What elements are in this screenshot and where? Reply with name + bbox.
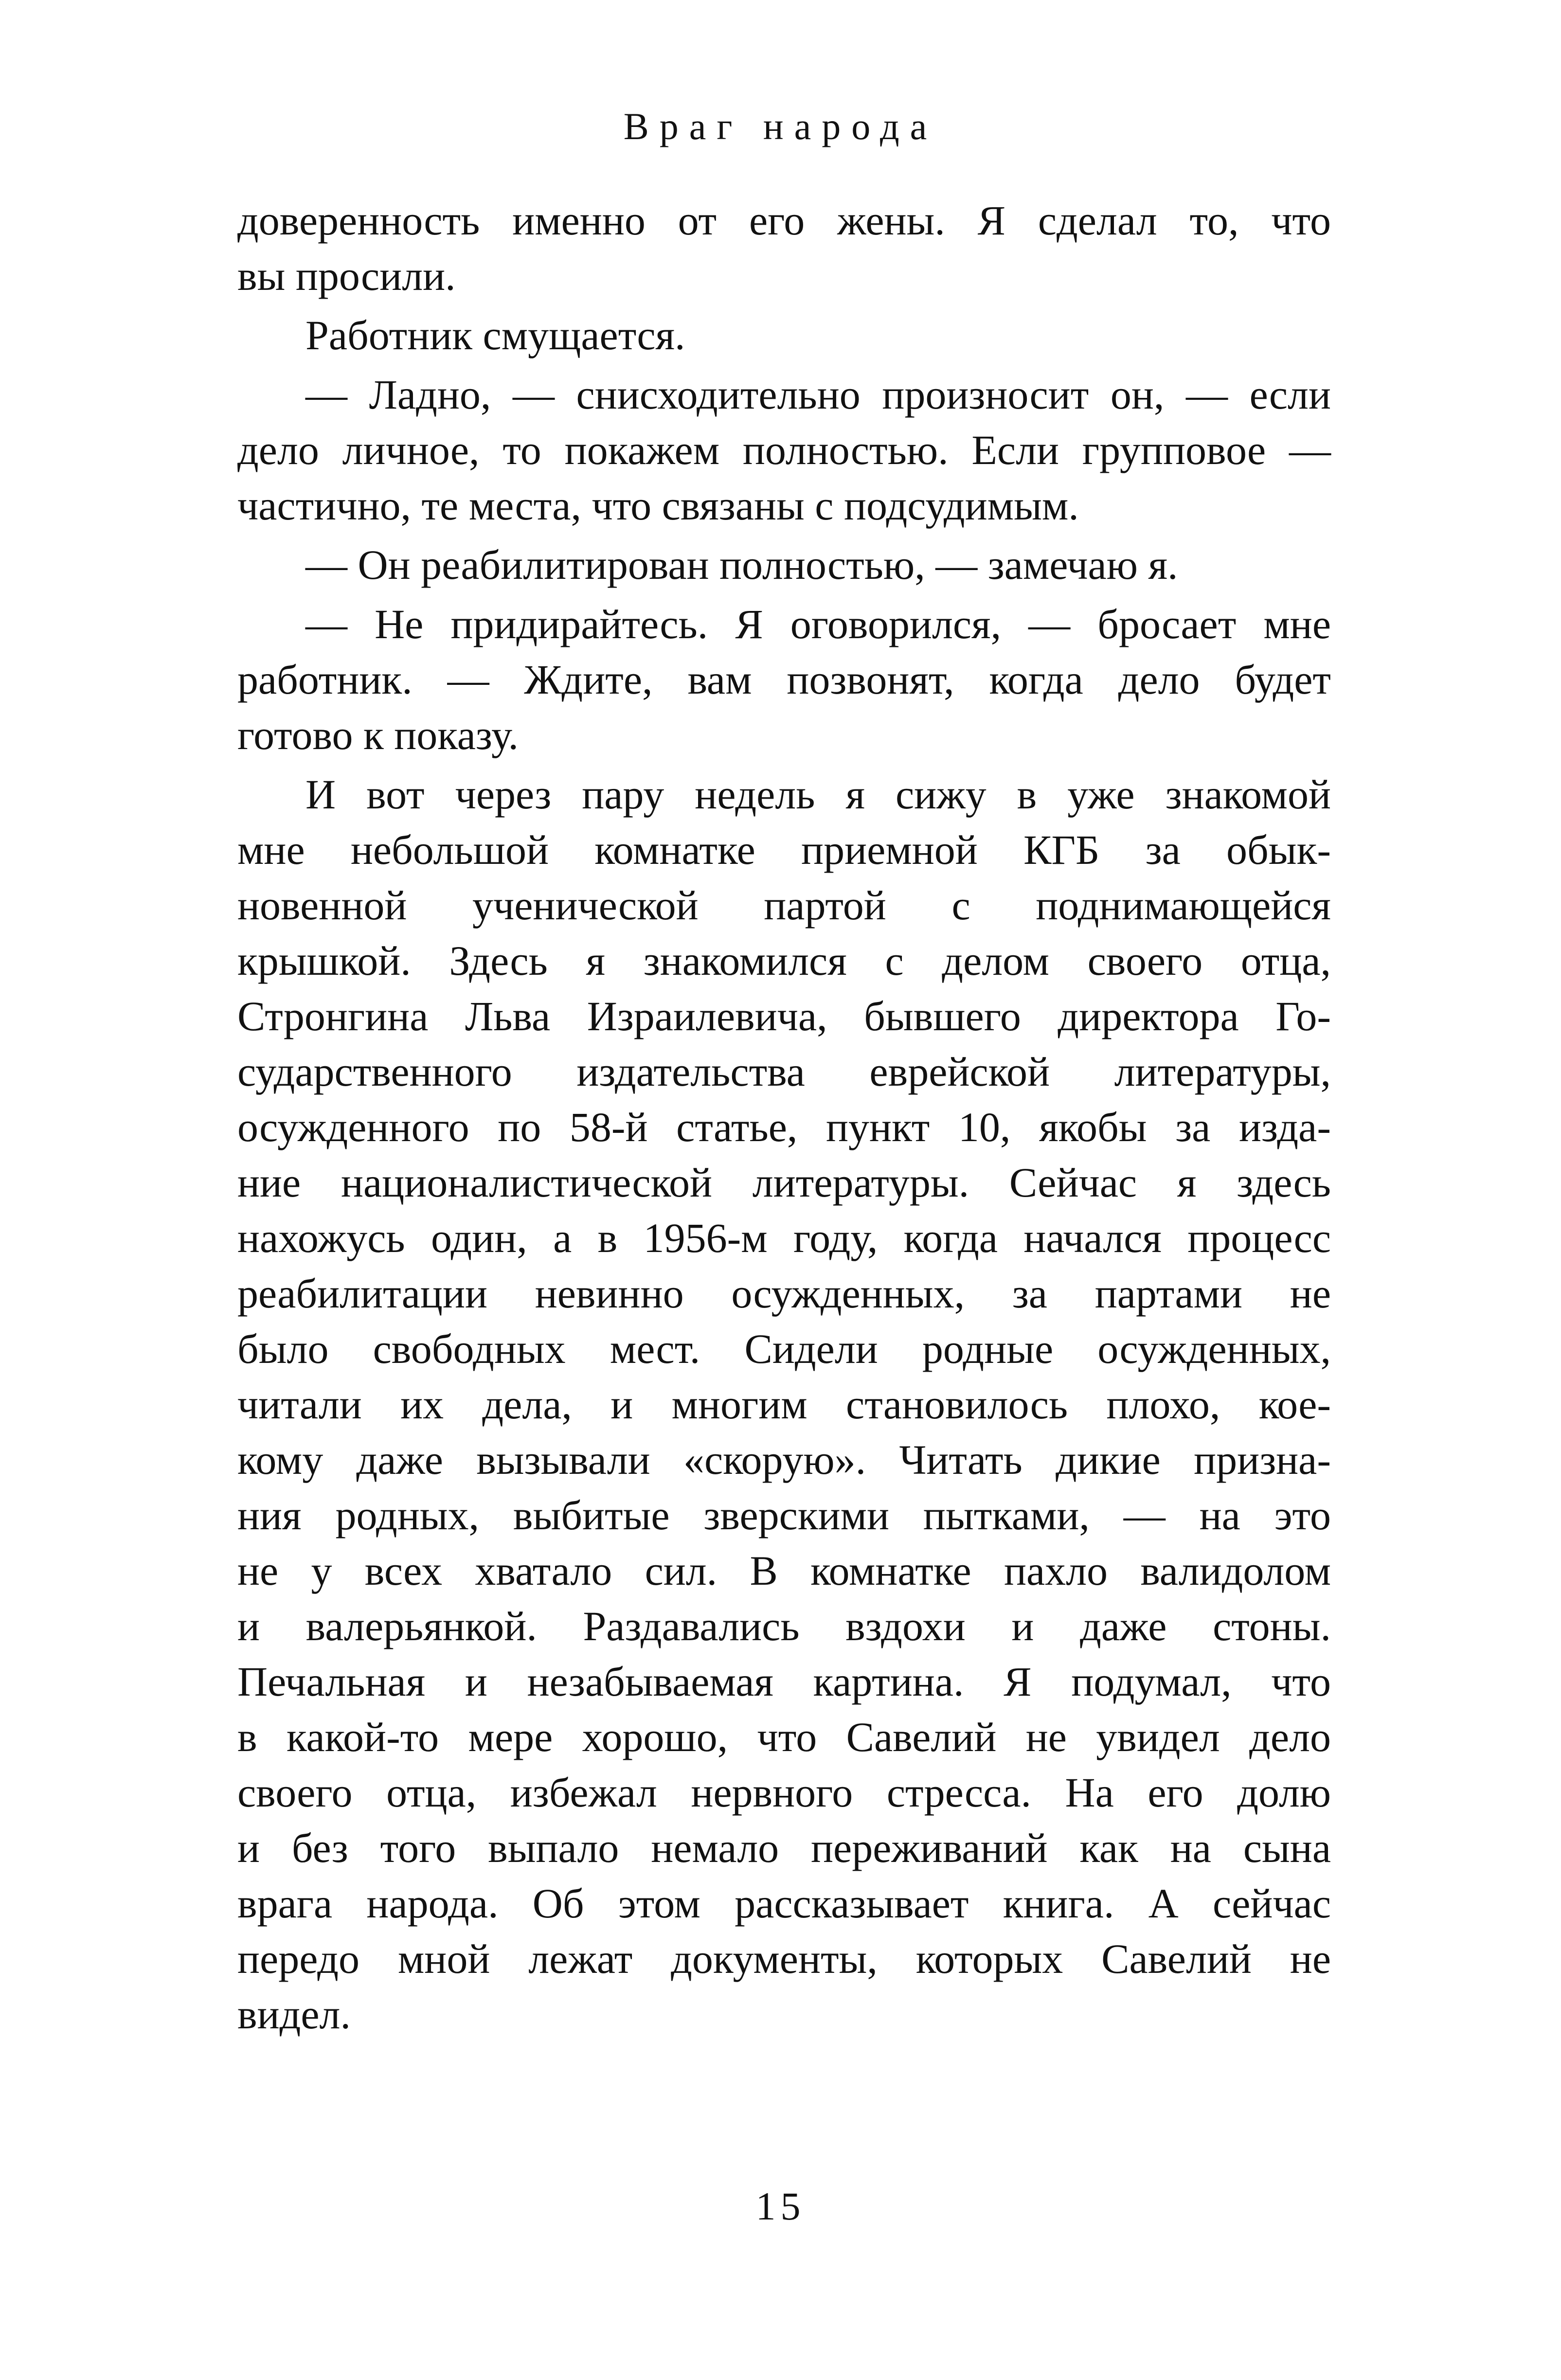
text-line: и валерьянкой. Раздавались вздохи и даже стоны. — [237, 1603, 1331, 1649]
text-line: осужденного по 58-й статье, пункт 10, якобы за изда- — [237, 1104, 1331, 1150]
paragraph — [237, 767, 1331, 2042]
text-line: в какой-то мере хорошо, что Савелий не увидел дело — [237, 1714, 1331, 1760]
text-line: кому даже вызывали «скорую». Читать дикие призна- — [237, 1436, 1331, 1483]
text-line: Печальная и незабываемая картина. Я подумал, что — [237, 1658, 1331, 1705]
page-number: 15 — [755, 2184, 806, 2228]
text-line: сударственного издательства еврейской литературы, — [237, 1048, 1331, 1095]
text-line: вы просили. — [237, 252, 456, 299]
page-body — [237, 193, 1331, 2042]
text-line: крышкой. Здесь я знакомился с делом своего отца, — [237, 937, 1331, 984]
text-line: дело личное, то покажем полностью. Если групповое — — [237, 427, 1331, 473]
paragraph — [237, 596, 1331, 763]
text-line: нахожусь один, а в 1956-м году, когда начался процесс — [237, 1215, 1331, 1261]
text-line: передо мной лежат документы, которых Савелий не — [237, 1935, 1331, 1982]
running-title: Враг народа — [623, 105, 938, 147]
text-line: мне небольшой комнатке приемной КГБ за обык- — [237, 826, 1331, 873]
text-line: доверенность именно от его жены. Я сделал то, что — [237, 197, 1331, 244]
text-line: реабилитации невинно осужденных, за партами не — [237, 1270, 1331, 1317]
text-line: не у всех хватало сил. В комнатке пахло валидолом — [237, 1547, 1331, 1594]
text-line: — Ладно, — снисходительно произносит он, — если — [305, 371, 1331, 418]
text-line: готово к показу. — [237, 712, 519, 758]
text-line: врага народа. Об этом рассказывает книга. А сейчас — [237, 1880, 1331, 1927]
text-line: Работник смущается. — [305, 312, 685, 358]
text-line: новенной ученической партой с поднимающейся — [237, 882, 1331, 929]
text-line: работник. — Ждите, вам позвонят, когда дело будет — [237, 656, 1331, 703]
paragraph — [237, 307, 1331, 363]
text-line: — Не придирайтесь. Я оговорился, — бросает мне — [305, 601, 1331, 647]
text-line: Стронгина Льва Израилевича, бывшего директора Го- — [237, 993, 1331, 1039]
paragraph — [237, 193, 1331, 304]
text-line: было свободных мест. Сидели родные осужденных, — [237, 1325, 1331, 1372]
text-line: ние националистической литературы. Сейчас я здесь — [237, 1159, 1331, 1206]
paragraph — [237, 537, 1331, 592]
text-line: читали их дела, и многим становилось плохо, кое- — [237, 1381, 1331, 1428]
text-line: видел. — [237, 1991, 351, 2038]
text-line: И вот через пару недель я сижу в уже знакомой — [305, 771, 1331, 818]
text-line: — Он реабилитирован полностью, — замечаю я. — [305, 541, 1178, 588]
text-line: ния родных, выбитые зверскими пытками, — на это — [237, 1492, 1331, 1539]
paragraph — [237, 367, 1331, 533]
text-line: своего отца, избежал нервного стресса. На его долю — [237, 1769, 1331, 1816]
text-line: частично, те места, что связаны с подсудимым. — [237, 482, 1079, 529]
text-line: и без того выпало немало переживаний как на сына — [237, 1825, 1331, 1871]
